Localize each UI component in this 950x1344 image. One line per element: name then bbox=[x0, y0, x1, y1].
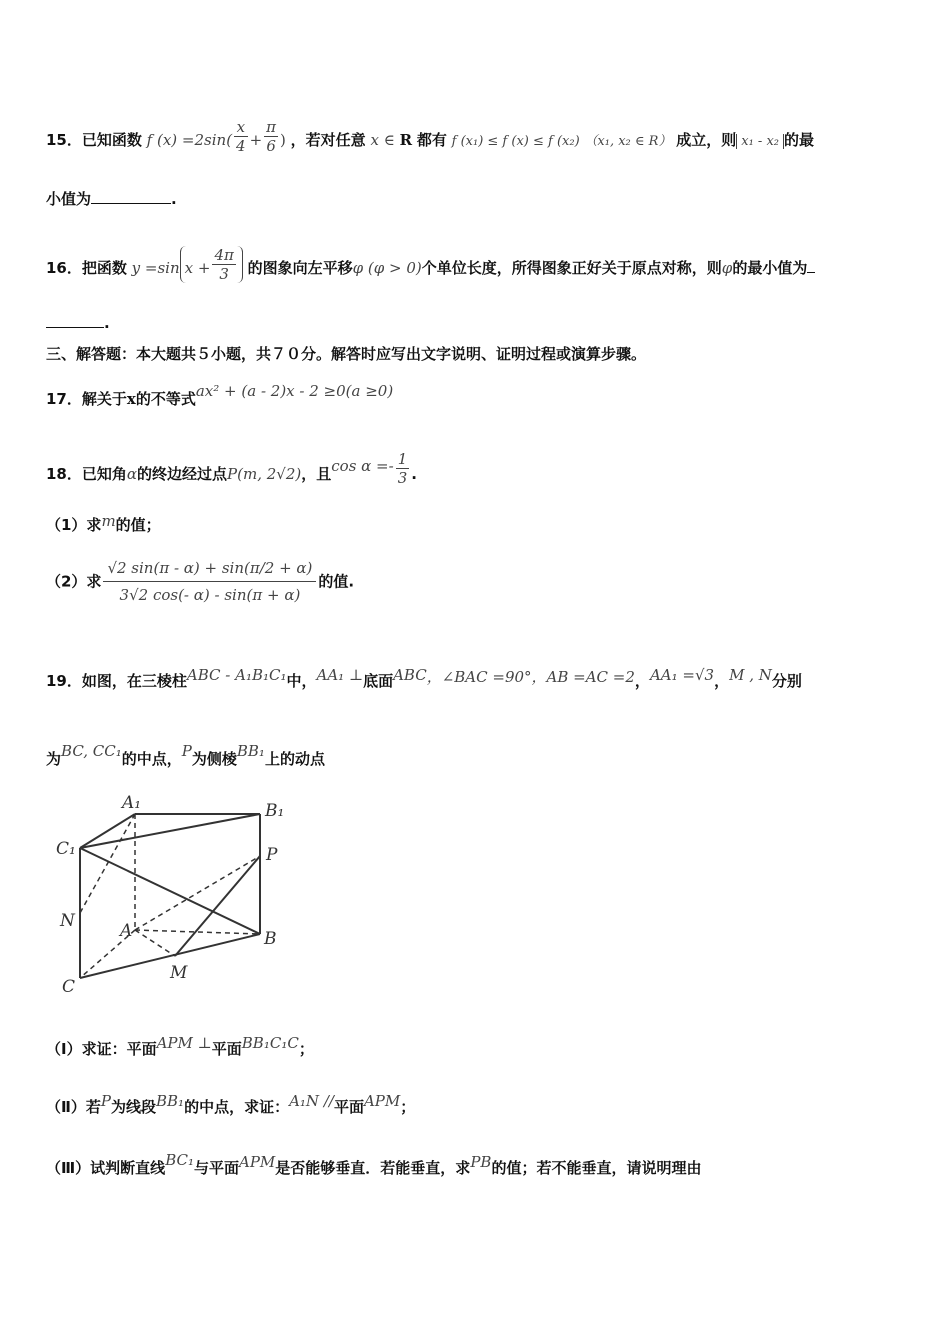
q16-blank[interactable] bbox=[46, 313, 104, 328]
q18-big-frac: $\frac{√2 \sin(\pi - \alpha) + \sin(\pi/2 + \alpha)}{3√2 \cos(- \alpha) - \sin(\pi + \alpha)}$ bbox=[103, 555, 316, 608]
q16-text-1: 把函数 bbox=[81, 259, 127, 277]
label-B: B bbox=[264, 929, 277, 949]
q15-func: f (x) =2sin( bbox=[146, 131, 233, 149]
q19-part3: （Ⅲ）试判断直线BC₁与平面APM是否能够垂直．若能垂直，求PB的值；若不能垂直，请说明理由 bbox=[46, 1151, 702, 1177]
label-A1: A₁ bbox=[122, 793, 142, 813]
label-N: N bbox=[60, 911, 75, 931]
q16-line2: . bbox=[46, 312, 110, 334]
q16-phi: φ (φ > 0) bbox=[352, 259, 422, 277]
q15-line1: 15．已知函数 f (x) =2sin( $\frac{x}{4}$ + $\frac{\pi}{6}$ ) ，若对任意 x ∈ R 都有 f (x₁) ≤ f (x) ≤ f (x₂) （x₁, x₂ ∈ R） 成立，则 x₁ - x₂ 的最 bbox=[46, 118, 815, 155]
q15-abs: x₁ - x₂ bbox=[736, 134, 784, 149]
q18-point: P(m, 2√2) bbox=[227, 465, 302, 483]
q15-frac-pi6: $\frac{\pi}{6}$ bbox=[266, 118, 277, 155]
q15-text-1: 已知函数 bbox=[81, 131, 142, 149]
q15-text-3: 都有 bbox=[416, 131, 447, 149]
label-B1: B₁ bbox=[265, 801, 285, 821]
q15-ineq: f (x₁) ≤ f (x) ≤ f (x₂) bbox=[451, 134, 580, 149]
label-M: M bbox=[170, 963, 188, 983]
section3-header: 三、解答题：本大题共５小题，共７０分。解答时应写出文字说明、证明过程或演算步骤。 bbox=[46, 345, 647, 363]
q15-text-4: 成立，则 bbox=[676, 131, 737, 149]
q19-part2: （Ⅱ）若P为线段BB₁的中点，求证：A₁N //平面APM； bbox=[46, 1092, 416, 1116]
q15-line2: 小值为 . bbox=[46, 190, 177, 208]
q18-frac: $\frac{1}{3}$ bbox=[397, 450, 408, 487]
q18-number: 18． bbox=[46, 465, 82, 483]
label-P: P bbox=[266, 845, 278, 865]
q15-text-5: 的最 bbox=[784, 131, 815, 149]
q16-line1 bbox=[46, 246, 815, 283]
q17-line: 17．解关于x的不等式ax² + (a - 2)x - 2 ≥0(a ≥0) bbox=[46, 382, 394, 408]
q15-cond: （x₁, x₂ ∈ R） bbox=[584, 134, 672, 149]
q16-text-2: 的图象向左平移 bbox=[247, 259, 353, 277]
q19-line1: 19．如图，在三棱柱ABC - A₁B₁C₁中，AA₁ ⊥底面ABC，∠BAC =90°，AB =AC =2，AA₁ =√3，M , N分别 bbox=[46, 666, 802, 690]
q16-paren: x + $\frac{4\pi}{3}$ bbox=[180, 246, 243, 283]
q16-text-4: 的最小值为 bbox=[732, 259, 808, 277]
q17-number: 17． bbox=[46, 390, 82, 408]
q19-line2: 为BC, CC₁的中点，P为侧棱BB₁上的动点 bbox=[46, 742, 325, 768]
q15-line2-text: 小值为 bbox=[46, 190, 92, 208]
q18-line: 18．已知角α的终边经过点P(m, 2√2)，且cos α =- $\frac{1}{3}$ . bbox=[46, 450, 417, 487]
q18-cos: cos α =- bbox=[331, 457, 394, 475]
q19-number: 19． bbox=[46, 672, 82, 690]
q16-phi2: φ bbox=[721, 259, 733, 277]
q15-R: R bbox=[399, 131, 413, 149]
label-C: C bbox=[62, 977, 76, 997]
q18-part1: （1）求m的值； bbox=[46, 512, 161, 534]
q16-text-3: 个单位长度，所得图象正好关于原点对称，则 bbox=[421, 259, 722, 277]
q15-frac-x4: $\frac{x}{4}$ bbox=[236, 118, 246, 155]
q16-number: 16． bbox=[46, 259, 82, 277]
label-C1: C₁ bbox=[56, 839, 76, 859]
prism-figure bbox=[50, 788, 300, 998]
q16-y: y =sin bbox=[131, 259, 180, 277]
q15-text-2: ，若对任意 bbox=[290, 131, 366, 149]
q19-part1: （Ⅰ）求证：平面APM ⊥平面BB₁C₁C； bbox=[46, 1034, 314, 1058]
q18-part2: （2）求 $\frac{√2 \sin(\pi - \alpha) + \sin(\pi/2 + \alpha)}{3√2 \cos(- \alpha) - \sin(\pi + \alpha)}$ 的值. bbox=[46, 555, 354, 608]
q15-number: 15． bbox=[46, 131, 82, 149]
q15-x-in: x ∈ bbox=[370, 131, 395, 149]
q17-inequality: ax² + (a - 2)x - 2 ≥0(a ≥0) bbox=[195, 382, 394, 400]
label-A: A bbox=[120, 921, 133, 941]
q15-blank[interactable] bbox=[91, 189, 171, 204]
